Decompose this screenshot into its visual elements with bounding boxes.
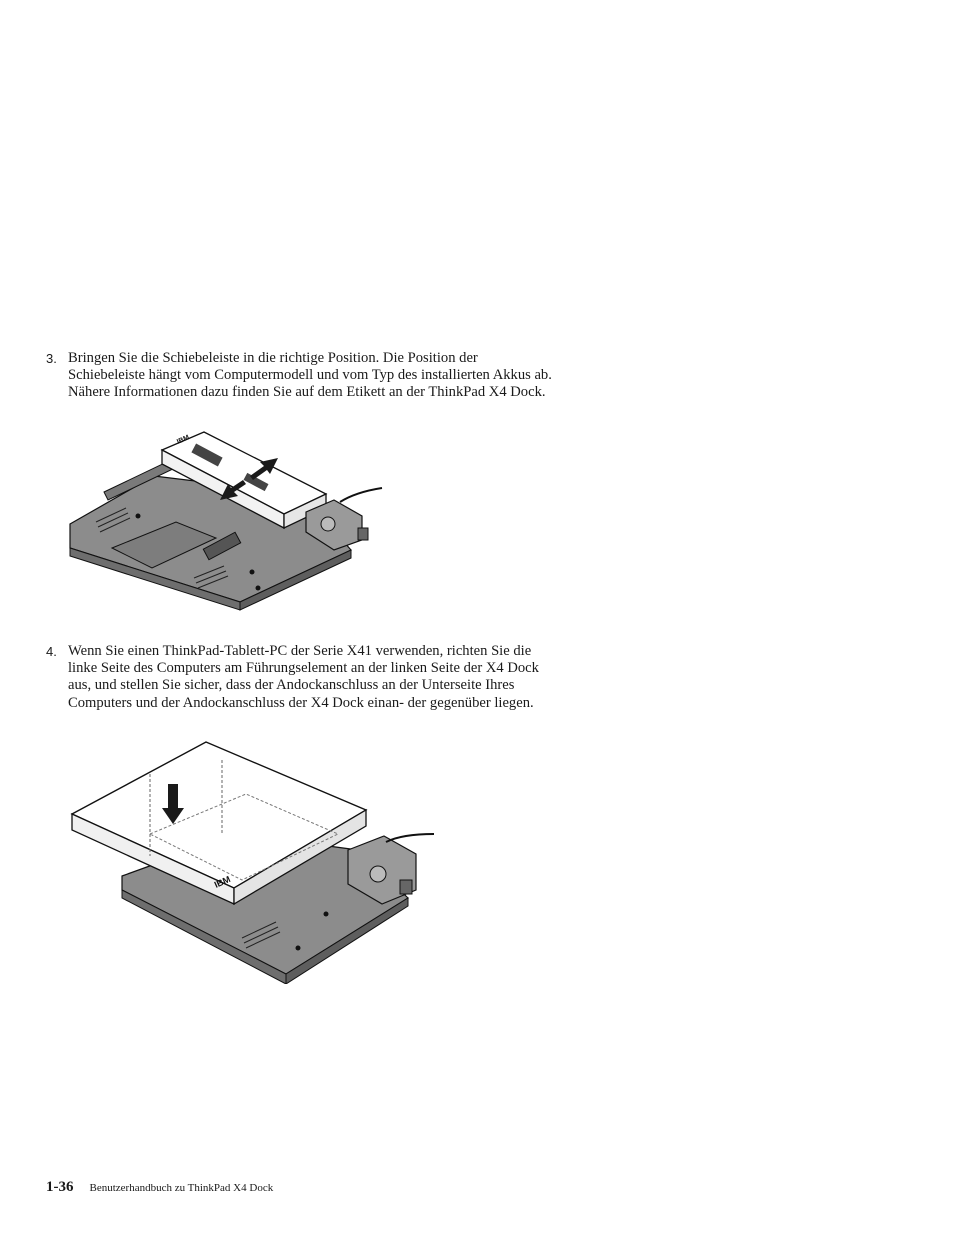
mount-hole [136,514,141,519]
footer-title: Benutzerhandbuch zu ThinkPad X4 Dock [89,1182,274,1194]
eject-button [321,517,335,531]
mount-hole [250,570,255,575]
power-cable [340,488,382,502]
mount-hole [296,946,301,951]
step-3 [46,350,556,402]
page-footer [46,1178,273,1196]
key-lock [358,528,368,540]
step-4-number: 4. [46,644,57,659]
mount-hole [256,586,261,591]
step-3-number: 3. [46,351,57,366]
key-lock [400,880,412,894]
step-4 [46,643,556,712]
page-number: 1-36 [46,1179,74,1195]
brand-mark: IBM [175,434,191,446]
brand-mark: IBM [212,873,232,890]
figure-slide-bar [66,428,396,632]
step-3-text: Bringen Sie die Schiebeleiste in die richtige Position. Die Position der Schiebeleiste hängt vom Computermodell und vom Typ des installierten Akkus ab. Nähere Informationen dazu finden Sie auf dem Etikett an der ThinkPad X4 Dock. [68,350,552,401]
mount-hole [324,912,329,917]
figure-laptop-alignment [66,738,438,984]
eject-button [370,866,386,882]
step-4-text: Wenn Sie einen ThinkPad-Tablett-PC der Serie X41 verwenden, richten Sie die linke Seite des Computers am Führungselement an der linken Seite der X4 Dock aus, und stellen Sie sicher, dass der Andockanschluss an der Unterseite Ihres Computers und der Andockanschluss der X4 Dock einan- der gegenüber liegen. [68,643,539,711]
